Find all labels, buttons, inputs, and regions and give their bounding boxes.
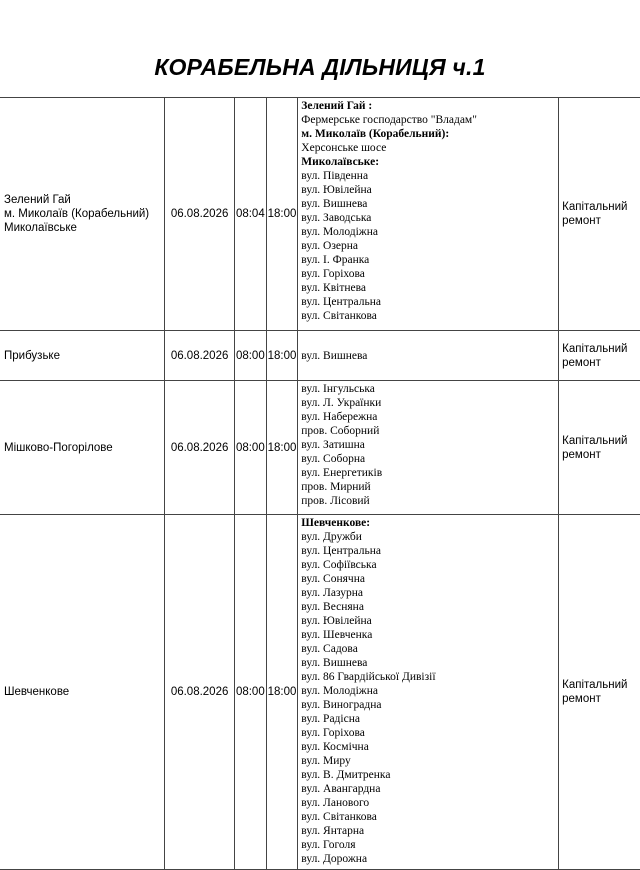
address-line: вул. Енергетиків (301, 467, 383, 479)
reason-cell (559, 381, 640, 515)
address-line: вул. Сонячна (301, 573, 365, 585)
address-line: вул. Шевченка (301, 629, 373, 641)
date-cell: 06.08.2026 (165, 515, 235, 870)
address-line: вул. І. Франка (301, 254, 370, 266)
address-line: вул. Заводська (301, 212, 372, 224)
address-line: вул. Світанкова (301, 811, 377, 823)
address-line: пров. Соборний (301, 425, 380, 437)
address-line: вул. Радісна (301, 713, 360, 725)
time-to-cell: 18:00 (266, 381, 298, 515)
time-to-cell: 18:00 (266, 331, 298, 381)
address-line: вул. Лазурна (301, 587, 364, 599)
address-line: пров. Лісовий (301, 495, 370, 507)
address-group-heading: Зелений Гай : (301, 100, 373, 112)
location-line: Прибузьке (4, 349, 60, 362)
address-line: вул. Ювілейна (301, 184, 372, 196)
reason-line: Капітальний (562, 679, 628, 691)
address-line: вул. Молодіжна (301, 226, 378, 238)
address-line: вул. Затишна (301, 439, 365, 451)
location-cell (0, 515, 165, 870)
time-from-cell: 08:04 (234, 98, 266, 331)
reason-line: Капітальний (562, 342, 628, 355)
address-line: вул. Дорожна (301, 853, 368, 865)
address-line: вул. Горіхова (301, 268, 365, 280)
address-group-heading: Шевченкове: (301, 517, 371, 529)
address-line: вул. Дружби (301, 531, 362, 543)
date-cell: 06.08.2026 (165, 98, 235, 331)
table-row (0, 331, 640, 381)
address-line: вул. Набережна (301, 411, 378, 423)
address-line: вул. Озерна (301, 240, 359, 252)
reason-line: Капітальний (562, 201, 628, 213)
address-line: вул. Софіївська (301, 559, 377, 571)
address-line: вул. Молодіжна (301, 685, 378, 697)
address-line: вул. Центральна (301, 545, 381, 557)
location-cell (0, 331, 165, 381)
address-line: вул. Авангардна (301, 783, 381, 795)
reason-cell (559, 515, 640, 870)
location-line: Мішково-Погорілове (4, 441, 113, 454)
address-line: пров. Мирний (301, 481, 371, 493)
address-line: вул. Садова (301, 643, 358, 655)
page-title: КОРАБЕЛЬНА ДІЛЬНИЦЯ ч.1 (154, 54, 486, 80)
address-line: вул. Вишнева (301, 657, 368, 669)
outage-schedule-table (0, 97, 640, 870)
address-line: вул. Південна (301, 170, 369, 182)
reason-cell (559, 98, 640, 331)
date-cell: 06.08.2026 (165, 381, 235, 515)
address-line: вул. Інгульська (301, 383, 375, 395)
address-line: вул. Вишнева (301, 349, 368, 362)
address-line: вул. Весняна (301, 601, 364, 613)
location-line: Зелений Гай (4, 194, 71, 206)
reason-cell (559, 331, 640, 381)
reason-line: Капітальний (562, 434, 628, 447)
address-line: вул. Світанкова (301, 310, 377, 322)
reason-line: ремонт (562, 356, 601, 369)
address-line: вул. Центральна (301, 296, 381, 308)
time-from-cell: 08:00 (234, 515, 266, 870)
table-row (0, 381, 640, 515)
address-line: вул. Миру (301, 755, 351, 767)
address-line: вул. В. Дмитренка (301, 769, 391, 781)
table-body (0, 98, 640, 870)
address-line: вул. 86 Гвардійської Дивізії (301, 671, 436, 683)
time-to-cell: 18:00 (266, 98, 298, 331)
time-to-cell: 18:00 (266, 515, 298, 870)
location-cell (0, 98, 165, 331)
address-group-heading: м. Миколаїв (Корабельний): (301, 128, 450, 140)
address-group-heading: Миколаївське: (301, 156, 380, 168)
table-row (0, 98, 640, 331)
date-cell: 06.08.2026 (165, 331, 235, 381)
location-line: Шевченкове (4, 686, 70, 698)
address-line: вул. Квітнева (301, 282, 367, 294)
location-line: м. Миколаїв (Корабельний) (4, 208, 150, 220)
address-line: вул. Ювілейна (301, 615, 372, 627)
address-line: вул. Горіхова (301, 727, 365, 739)
address-line: вул. Янтарна (301, 825, 365, 837)
address-line: вул. Соборна (301, 453, 366, 465)
address-line: Херсонське шосе (301, 142, 387, 154)
time-from-cell: 08:00 (234, 331, 266, 381)
addresses-cell (298, 98, 559, 331)
time-from-cell: 08:00 (234, 381, 266, 515)
address-line: вул. Л. Українки (301, 397, 382, 409)
table-row (0, 515, 640, 870)
address-line: вул. Космічна (301, 741, 369, 753)
location-cell (0, 381, 165, 515)
address-line: Фермерське господарство "Владам" (301, 114, 477, 126)
reason-line: ремонт (562, 693, 601, 705)
reason-line: ремонт (562, 215, 601, 227)
address-line: вул. Гоголя (301, 839, 356, 851)
location-line: Миколаївське (4, 222, 77, 234)
address-line: вул. Виноградна (301, 699, 382, 711)
addresses-cell (298, 515, 559, 870)
addresses-cell (298, 381, 559, 515)
address-line: вул. Вишнева (301, 198, 368, 210)
address-line: вул. Ланового (301, 797, 370, 809)
reason-line: ремонт (562, 448, 601, 461)
addresses-cell (298, 331, 559, 381)
